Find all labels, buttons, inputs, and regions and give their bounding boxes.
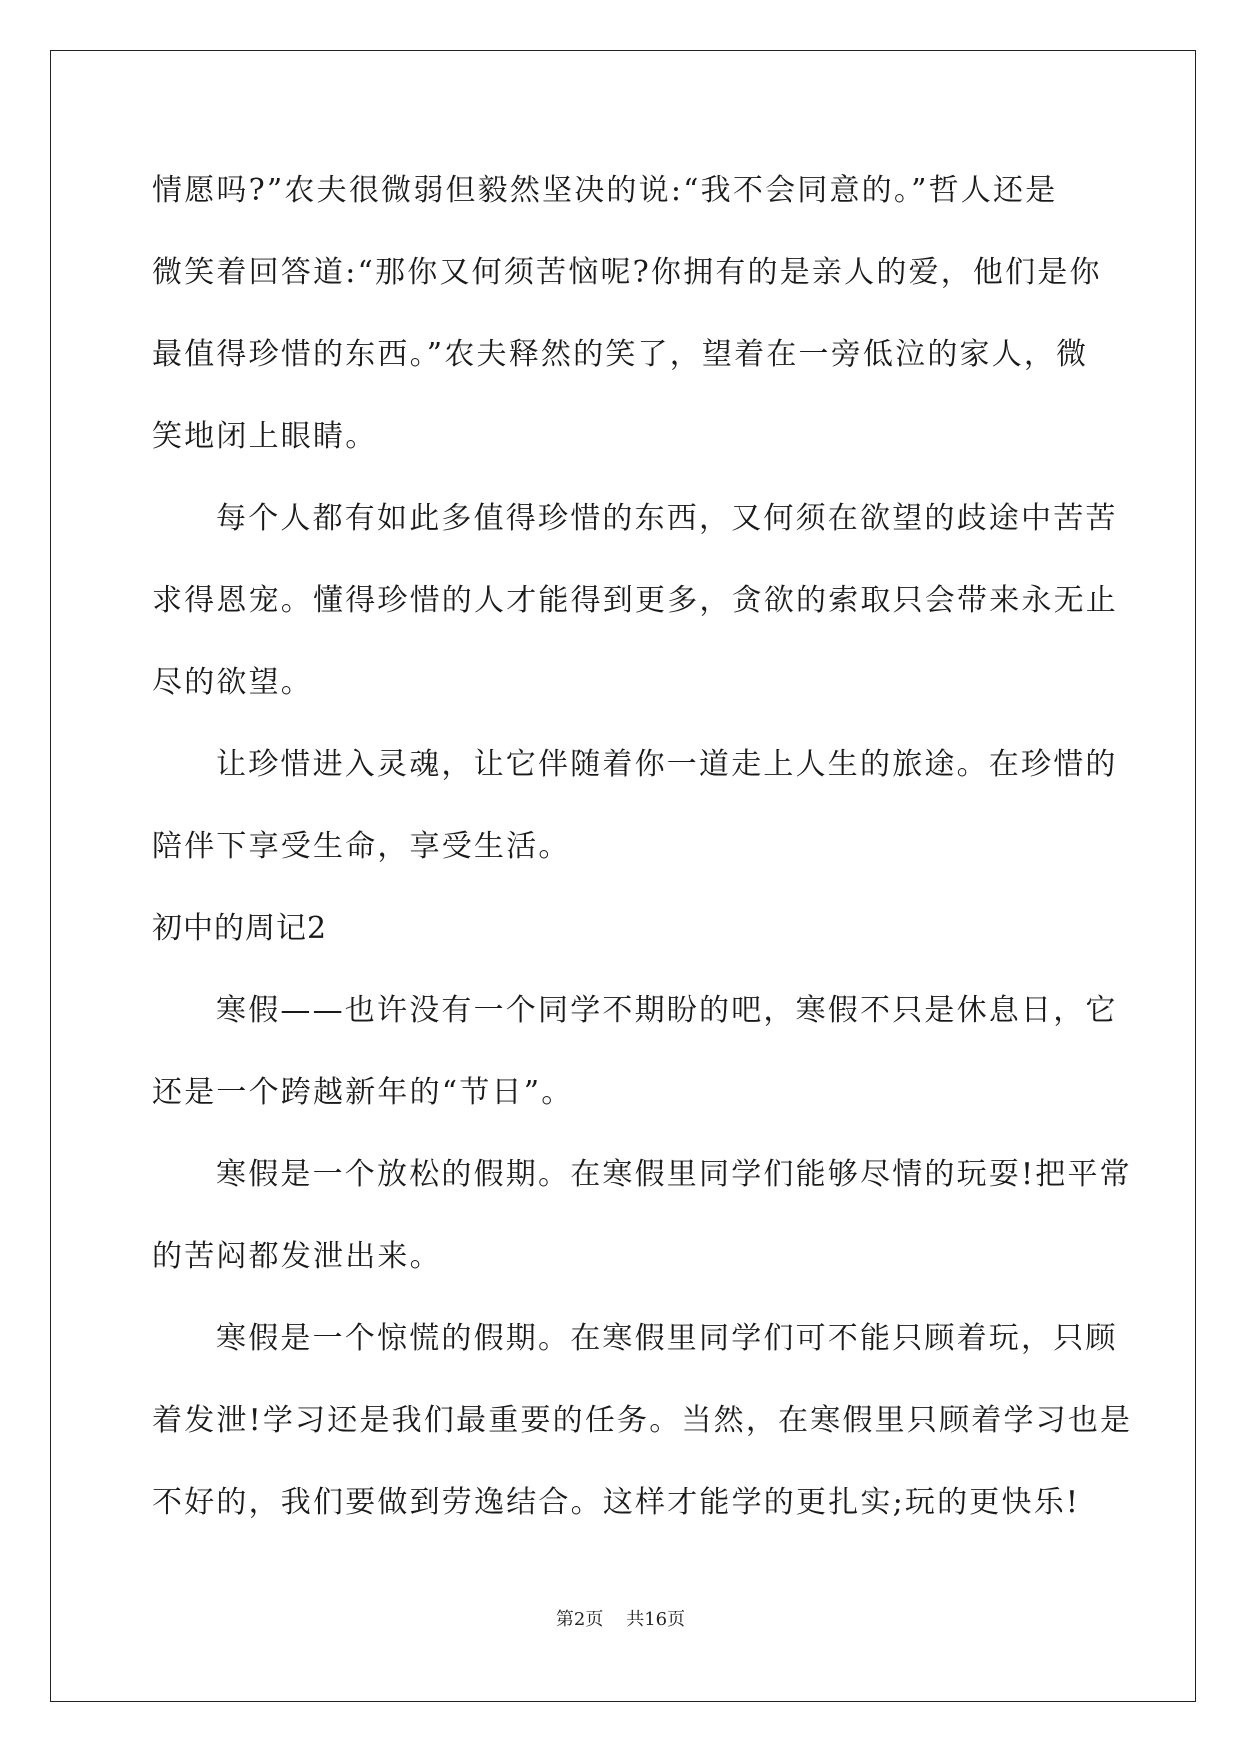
- document-body: [152, 150, 1133, 1544]
- page-total: 共16页: [626, 1609, 686, 1630]
- paragraph-line: 求得恩宠。懂得珍惜的人才能得到更多，贪欲的索取只会带来永无止: [152, 583, 1118, 618]
- paragraph-line: 寒假是一个放松的假期。在寒假里同学们能够尽情的玩耍!把平常: [216, 1157, 1132, 1192]
- page-footer: [0, 1608, 1241, 1632]
- paragraph-line: 寒假——也许没有一个同学不期盼的吧，寒假不只是休息日，它: [216, 993, 1118, 1028]
- paragraph-line: 还是一个跨越新年的“节日”。: [152, 1075, 574, 1110]
- paragraph-line: 笑地闭上眼睛。: [152, 419, 378, 454]
- paragraph-line: 陪伴下享受生命，享受生活。: [152, 829, 571, 864]
- paragraph-line: 着发泄!学习还是我们最重要的任务。当然，在寒假里只顾着学习也是: [152, 1403, 1133, 1438]
- paragraph-line: 情愿吗?”农夫很微弱但毅然坚决的说:“我不会同意的。”哲人还是: [152, 173, 1058, 208]
- paragraph-line: 每个人都有如此多值得珍惜的东西，又何须在欲望的歧途中苦苦: [216, 501, 1118, 536]
- paragraph-line: 让珍惜进入灵魂，让它伴随着你一道走上人生的旅途。在珍惜的: [216, 747, 1118, 782]
- paragraph-line: 尽的欲望。: [152, 665, 313, 700]
- paragraph-line: 微笑着回答道:“那你又何须苦恼呢?你拥有的是亲人的爱，他们是你: [152, 255, 1102, 290]
- paragraph-line: 不好的，我们要做到劳逸结合。这样才能学的更扎实;玩的更快乐!: [152, 1485, 1081, 1520]
- paragraph-line: 寒假是一个惊慌的假期。在寒假里同学们可不能只顾着玩，只顾: [216, 1321, 1118, 1356]
- paragraph-line: 最值得珍惜的东西。”农夫释然的笑了，望着在一旁低泣的家人，微: [152, 337, 1089, 372]
- section-heading: 初中的周记2: [152, 911, 328, 946]
- page-number: 第2页: [555, 1609, 604, 1630]
- paragraph-line: 的苦闷都发泄出来。: [152, 1239, 442, 1274]
